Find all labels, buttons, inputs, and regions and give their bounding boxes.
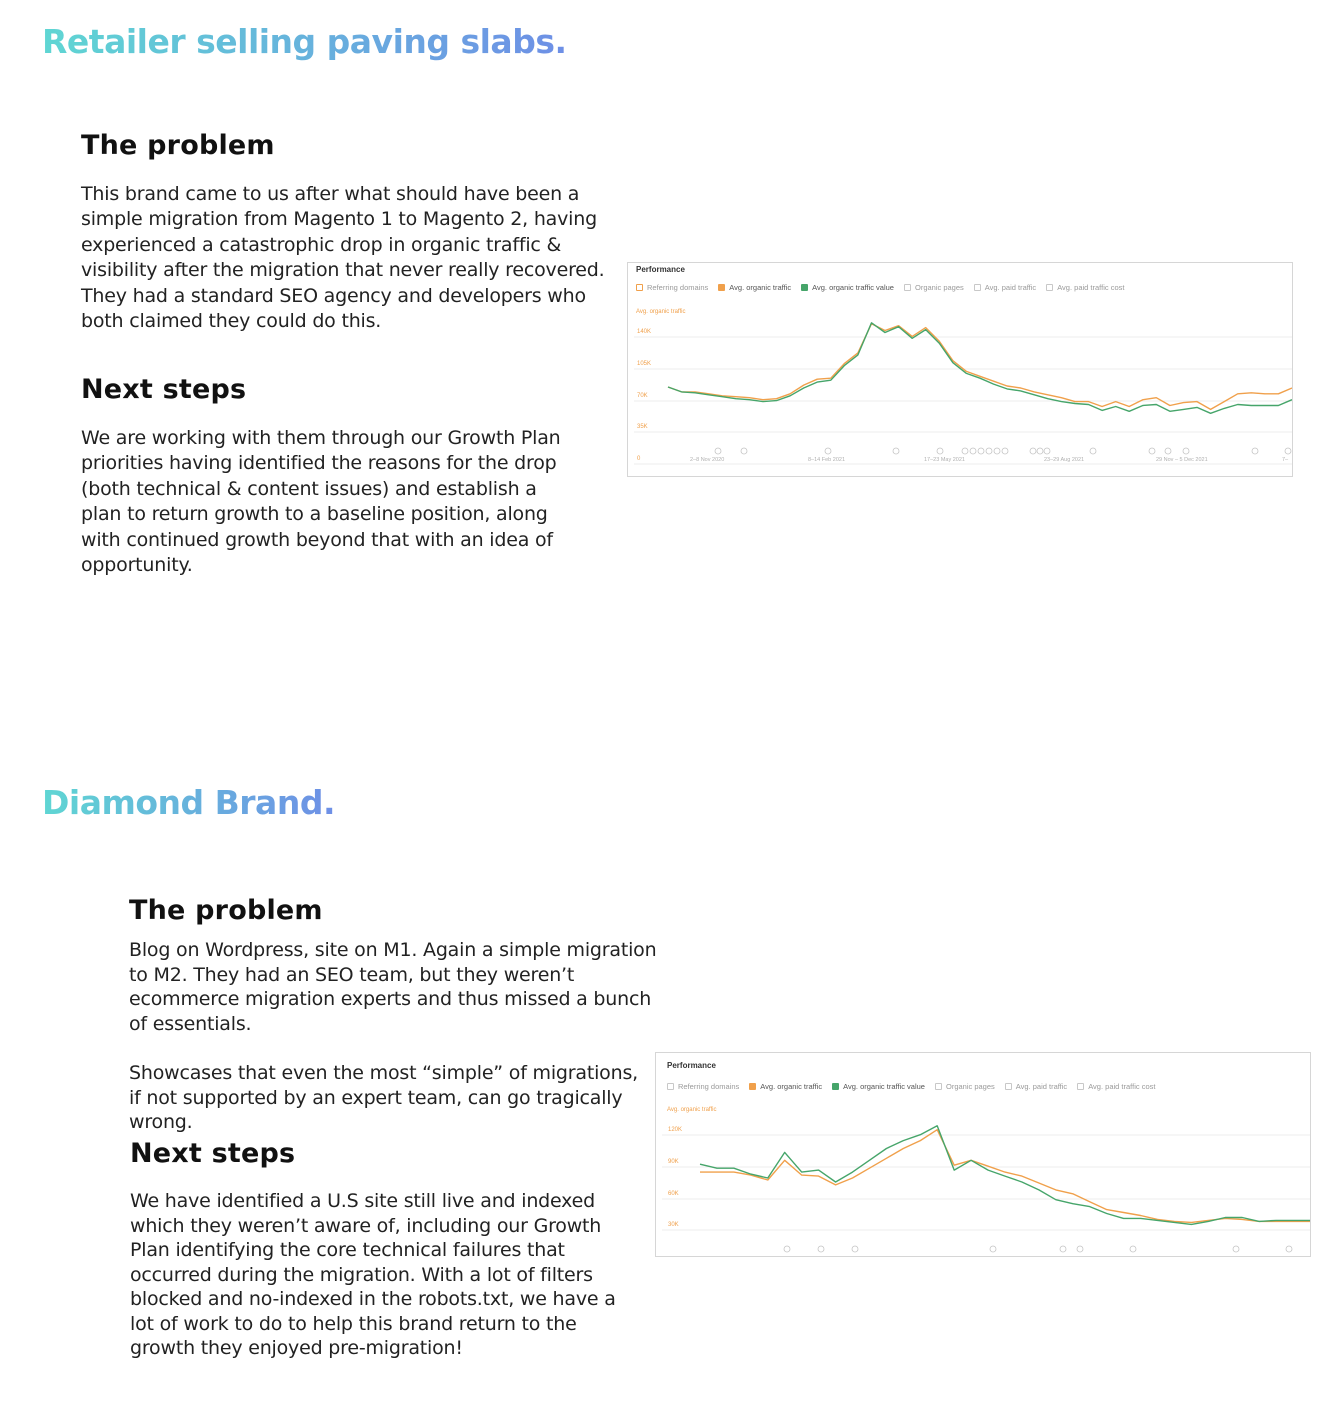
annotation-marker[interactable]	[937, 448, 943, 454]
legend-label: Organic pages	[945, 1082, 995, 1091]
x-tick-label: 2–8 Nov 2020	[690, 457, 725, 463]
chart-title: Performance	[636, 265, 685, 274]
annotation-marker[interactable]	[1044, 448, 1050, 454]
problem-text: Blog on Wordpress, site on M1. Again a simple migration to M2. They had an SEO team, but they weren’t ecommerce migration experts and thus missed a bunch of essentials.	[129, 939, 657, 1035]
line-chart	[628, 263, 1292, 476]
y-axis-title: Avg. organic traffic	[667, 1107, 717, 1113]
y-axis-title: Avg. organic traffic	[636, 309, 686, 315]
legend-label: Avg. paid traffic cost	[1057, 283, 1125, 292]
y-tick-label: 60K	[668, 1191, 679, 1197]
x-tick-label: 23–29 Aug 2021	[1044, 457, 1085, 463]
performance-chart-2	[655, 1052, 1311, 1257]
annotation-marker[interactable]	[818, 1246, 824, 1252]
annotation-marker[interactable]	[784, 1246, 790, 1252]
y-tick-label: 90K	[668, 1159, 679, 1165]
annotation-marker[interactable]	[1252, 448, 1258, 454]
annotation-marker[interactable]	[1060, 1246, 1066, 1252]
annotation-marker[interactable]	[1233, 1246, 1239, 1252]
x-tick-label: 17–23 May 2021	[924, 457, 965, 463]
problem-heading: The problem	[81, 130, 275, 161]
y-tick-label: 120K	[668, 1127, 683, 1133]
legend-label: Avg. paid traffic	[984, 283, 1037, 292]
next-steps-text: We are working with them through our Growth Plan priorities having identified the reasons for the drop (both technical & content issues) and establish a plan to return growth to a baseline position, along with continued growth beyond that with an idea of opportunity.	[81, 427, 561, 577]
annotation-marker[interactable]	[825, 448, 831, 454]
annotation-marker[interactable]	[978, 448, 984, 454]
annotation-marker[interactable]	[1090, 448, 1096, 454]
legend-label: Avg. organic traffic	[760, 1082, 823, 1091]
legend-label: Avg. organic traffic value	[812, 283, 894, 292]
annotation-marker[interactable]	[715, 448, 721, 454]
series-line	[700, 1126, 1310, 1225]
problem-text: This brand came to us after what should have been a simple migration from Magento 1 to Magento 2, having experienced a catastrophic drop in organic traffic & visibility after the migration that never really recovered. They had a standard SEO agency and developers who both claimed they could do this.	[81, 183, 605, 333]
annotation-marker[interactable]	[1165, 448, 1171, 454]
y-tick-label: 35K	[637, 424, 648, 430]
legend-label: Referring domains	[678, 1082, 740, 1091]
section-title: Retailer selling paving slabs.	[42, 22, 567, 61]
y-tick-label: 30K	[668, 1222, 679, 1228]
next-steps-text: We have identified a U.S site still live and indexed which they weren’t aware of, including our Growth Plan identifying the core technical failures that occurred during the migration. With a lot of filters blocked and no-indexed in the robots.txt, we have a lot of work to do to help this brand return to the growth they enjoyed pre-migration!	[130, 1190, 616, 1359]
x-tick-label: 8–14 Feb 2021	[808, 457, 846, 463]
x-tick-label: 29 Nov – 5 Dec 2021	[1156, 457, 1208, 463]
annotation-marker[interactable]	[852, 1246, 858, 1252]
y-tick-label: 140K	[637, 329, 652, 335]
legend-label: Referring domains	[647, 283, 709, 292]
y-tick-label: 70K	[637, 393, 648, 399]
problem-heading: The problem	[129, 895, 323, 926]
next-steps-heading: Next steps	[81, 374, 247, 405]
annotation-marker[interactable]	[1077, 1246, 1083, 1252]
annotation-marker[interactable]	[893, 448, 899, 454]
annotation-marker[interactable]	[994, 448, 1000, 454]
section-title: Diamond Brand.	[42, 783, 335, 822]
legend-label: Avg. organic traffic value	[843, 1082, 925, 1091]
annotation-marker[interactable]	[970, 448, 976, 454]
annotation-marker[interactable]	[1030, 448, 1036, 454]
annotation-marker[interactable]	[1285, 448, 1291, 454]
annotation-marker[interactable]	[1037, 448, 1043, 454]
problem-text-2: Showcases that even the most “simple” of migrations, if not supported by an expert team, can go tragically wrong.	[129, 1062, 638, 1133]
annotation-marker[interactable]	[1183, 448, 1189, 454]
annotation-marker[interactable]	[990, 1246, 996, 1252]
annotation-marker[interactable]	[1286, 1246, 1292, 1252]
annotation-marker[interactable]	[1149, 448, 1155, 454]
x-tick-label: 7–	[1282, 457, 1289, 463]
legend-label: Avg. paid traffic	[1015, 1082, 1068, 1091]
legend-label: Avg. paid traffic cost	[1088, 1082, 1156, 1091]
next-steps-heading: Next steps	[130, 1138, 296, 1169]
annotation-marker[interactable]	[986, 448, 992, 454]
performance-chart-1	[627, 262, 1293, 477]
annotation-marker[interactable]	[1130, 1246, 1136, 1252]
legend-label: Organic pages	[914, 283, 964, 292]
annotation-marker[interactable]	[962, 448, 968, 454]
y-tick-label: 105K	[637, 361, 652, 367]
annotation-marker[interactable]	[1002, 448, 1008, 454]
annotation-marker[interactable]	[741, 448, 747, 454]
chart-title: Performance	[667, 1061, 716, 1070]
y-tick-label: 0	[637, 456, 641, 462]
line-chart	[656, 1053, 1310, 1256]
legend-label: Avg. organic traffic	[729, 283, 792, 292]
